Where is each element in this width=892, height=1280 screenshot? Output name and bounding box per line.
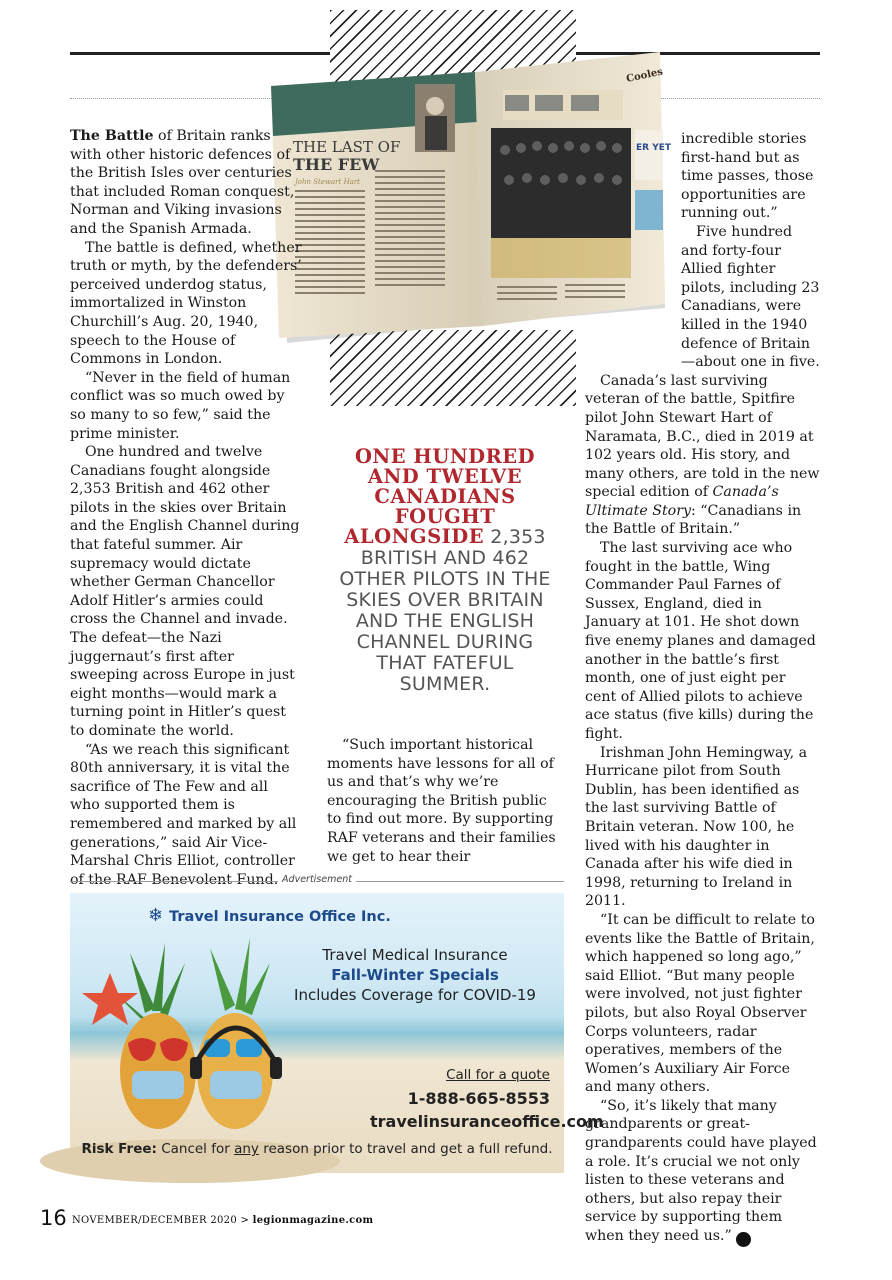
paragraph: The battle is defined, whether truth or myth, by the defenders’ perceived underdog status, immortalized in Winston Churchill’s Aug. 20, 1940, speech to the House of Commons in London. <box>70 239 302 368</box>
footer-info <box>72 1215 373 1226</box>
ad-website[interactable]: travelinsuranceoffice.com <box>370 1112 604 1131</box>
magazine-right-tag: Cooles <box>625 66 664 85</box>
pull-quote <box>330 447 560 695</box>
pineapple-illustration <box>70 893 604 1173</box>
article-column-3 <box>585 130 820 1247</box>
issue-date: NOVEMBER/DECEMBER 2020 <box>72 1215 237 1226</box>
pull-quote-highlight: ONE HUNDRED AND TWELVE CANADIANS FOUGHT ALONGSIDE <box>344 445 536 548</box>
paragraph: incredible stories first-hand but as time passes, those opportunities are running out.” <box>681 131 814 222</box>
paragraph-text: : “Canadians in the Battle of Britain.” <box>585 502 802 538</box>
ad-phone[interactable]: 1-888-665-8553 <box>407 1089 550 1108</box>
pull-quote-text: 2,353 BRITISH AND 462 OTHER PILOTS IN THE SKIES OVER BRITAIN AND THE ENGLISH CHANNEL DURING THAT FATEFUL SUMMER. <box>339 526 551 695</box>
ad-risk-underline: any <box>234 1141 259 1157</box>
magazine-left-title-1: THE LAST OF <box>293 138 401 156</box>
magazine-byline: John Stewart Hart <box>295 178 360 186</box>
magazine-left-title-2: THE FEW <box>293 155 380 174</box>
paragraph <box>585 372 820 539</box>
page-number: 16 <box>40 1206 67 1230</box>
article-column-2 <box>327 736 563 866</box>
paragraph: “As we reach this significant 80th anniversary, it is vital the sacrifice of The Few and all who supported them is remembered and marked by all generations,” said Air Vice-Marshal Chris Elliot, controller of the RAF Benevolent Fund. <box>70 741 297 888</box>
end-mark-icon: L <box>736 1232 751 1247</box>
ad-call-label: Call for a quote <box>446 1067 550 1083</box>
lead-in: The Battle <box>70 128 154 144</box>
ad-line-3: Includes Coverage for COVID-19 <box>294 986 536 1004</box>
paragraph: Irishman John Hemingway, a Hurricane pilot from South Dublin, has been identified as the last surviving Battle of Britain veteran. Now 100, he lived with his daughter in Canada after his wife died in 1998, returning to Ireland in 2011. <box>585 744 808 910</box>
paragraph: The last surviving ace who fought in the battle, Wing Commander Paul Farnes of Sussex, England, died in January at 101. He shot down five enemy planes and damaged another in the battle’s first month, one of just eight per cent of Allied pilots to achieve ace status (five kills) during the fight. <box>585 540 816 742</box>
publication-title: Canada’s Ultimate Story <box>585 484 779 519</box>
paragraph: “It can be difficult to relate to events like the Battle of Britain, which happened so long ago,” said Elliot. “But many people were involved, not just fighter pilots, but also Royal Observer Corps volunteers, radar operatives, members of the Women’s Auxiliary Air Force and many others. <box>585 911 815 1096</box>
ad-offer <box>270 945 560 1005</box>
ad-brand <box>148 905 548 926</box>
snowflake-icon: ❄ <box>148 905 164 926</box>
site-link[interactable]: legionmagazine.com <box>252 1215 374 1226</box>
footer-separator: > <box>240 1215 250 1226</box>
paragraph: “Never in the field of human conflict was so much owed by so many to so few,” said the prime minister. <box>70 369 291 442</box>
ad-risk-text: Cancel for <box>156 1141 235 1157</box>
magazine-right-banner: ER YET <box>636 143 672 153</box>
ad-label: Advertisement <box>282 874 352 885</box>
ad-line-1: Travel Medical Insurance <box>322 946 508 964</box>
ad-brand-text: Travel Insurance Office Inc. <box>169 909 391 925</box>
ad-risk-bold: Risk Free: <box>81 1141 157 1157</box>
paragraph-text: Canada’s last surviving veteran of the battle, Spitfire pilot John Stewart Hart of Naramata, B.C., died in 2019 at 102 years old. His story, and many others, are told in the new special edition of <box>585 372 820 501</box>
paragraph: “Such important historical moments have lessons for all of us and that’s why we’re encouraging the British public to find out more. By supporting RAF veterans and their families we get to hear their <box>327 737 556 865</box>
ad-risk-text: reason prior to travel and get a full refund. <box>258 1141 553 1157</box>
paragraph-text: “So, it’s likely that many grandparents or great-grandparents could have played a role. It’s crucial we not only listen to these veterans and others, but also repay their service by supporting them when they need us.” <box>585 1097 817 1245</box>
ad-line-2: Fall-Winter Specials <box>331 966 499 984</box>
article-column-1 <box>70 127 302 889</box>
paragraph: One hundred and twelve Canadians fought alongside 2,353 British and 462 other pilots in the skies over Britain and the English Channel during that fateful summer. Air supremacy would dictate whether German Chancellor Adolf Hitler’s armies could cross the Channel and invade. The defeat—the Nazi juggernaut’s first after sweeping across Europe in just eight months—would mark a turning point in Hitler’s quest to dominate the world. <box>70 444 300 739</box>
ad-contact <box>370 1067 604 1131</box>
advertisement[interactable] <box>70 893 604 1173</box>
paragraph-text: of Britain ranks with other historic defences of the British Isles over centuries that included Roman conquest, Norman and Viking invasions and the Spanish Armada. <box>70 128 295 237</box>
paragraph <box>70 127 302 239</box>
paragraph <box>585 1097 820 1247</box>
ad-risk-free <box>70 1141 564 1157</box>
paragraph: Five hundred and forty-four Allied fighter pilots, including 23 Canadians, were killed in the 1940 defence of Britain—about one in five. <box>681 223 820 371</box>
